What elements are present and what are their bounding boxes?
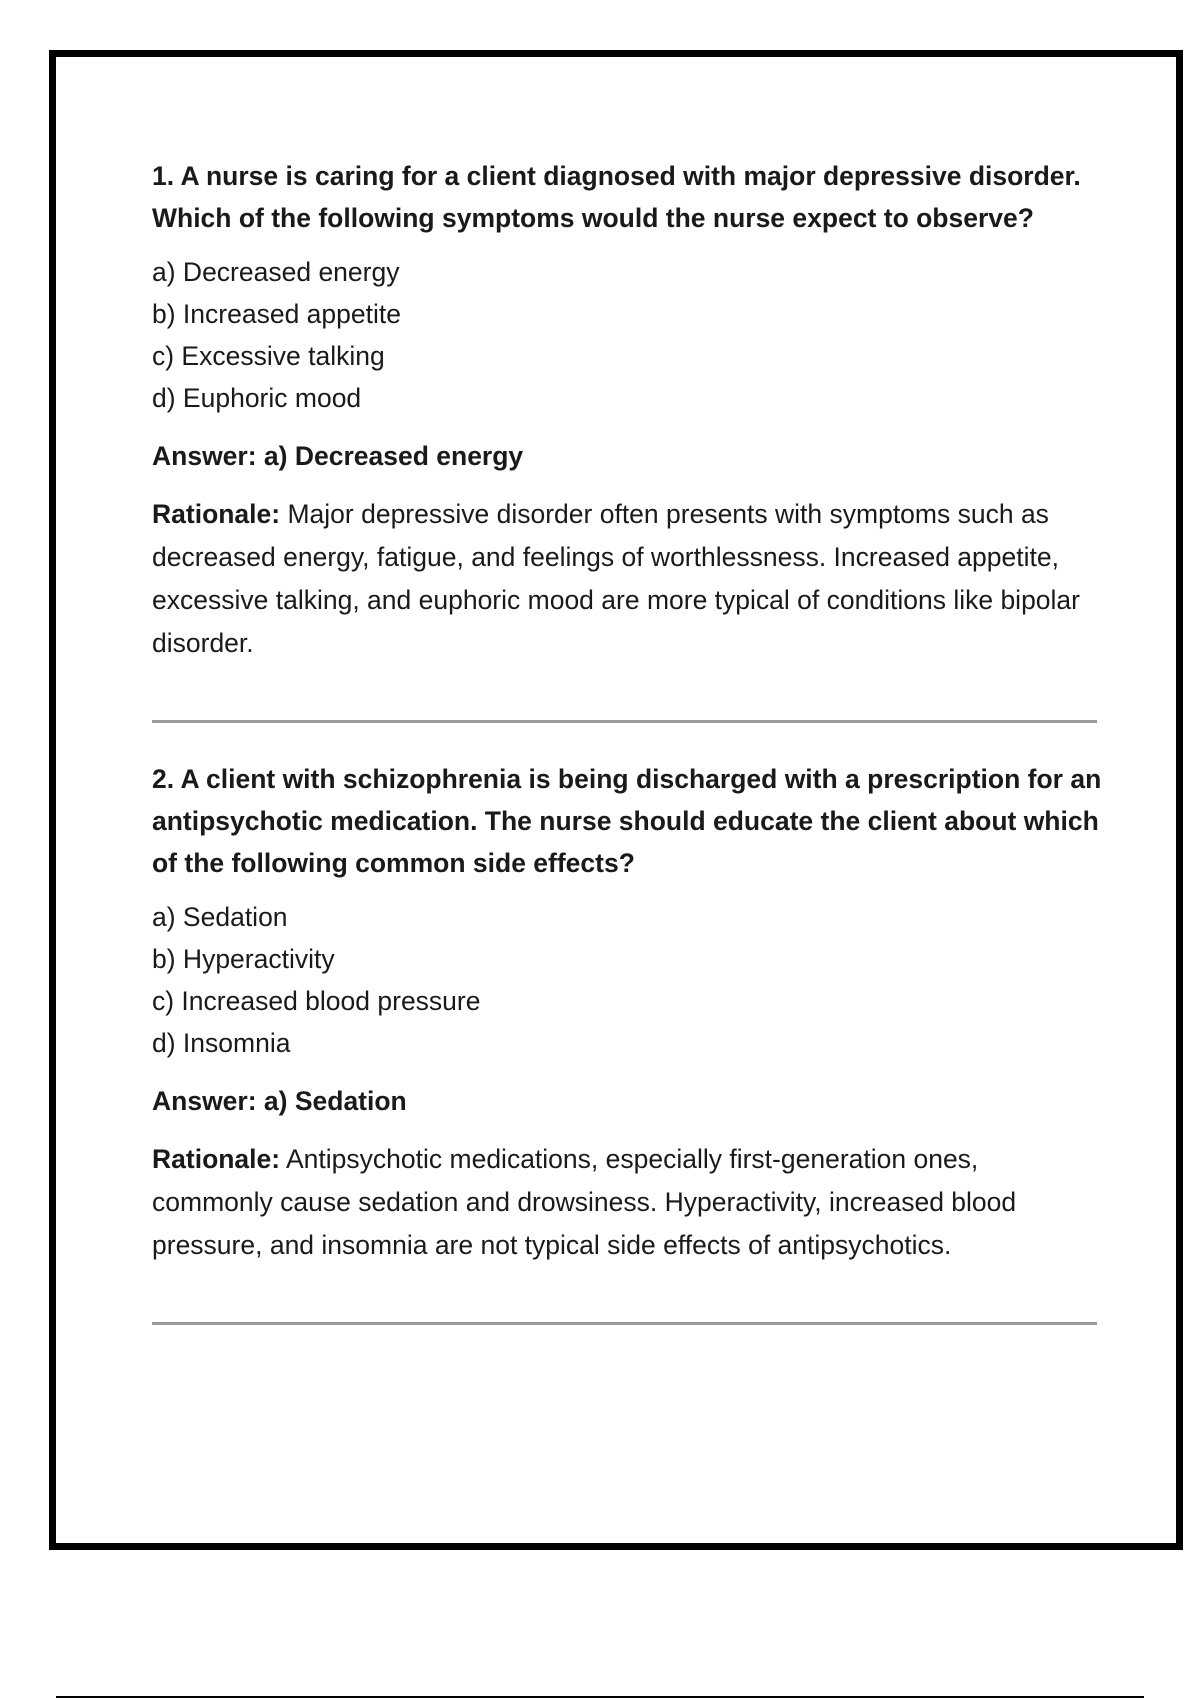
answer: Answer: a) Decreased energy: [152, 441, 524, 471]
question-text: 2. A client with schizophrenia is being discharged with a prescription for an antipsychotic medication. The nurse should educate the client about which of the following common side effects?: [152, 764, 1102, 878]
option-list: [152, 251, 1102, 419]
rationale-label: Rationale:: [152, 499, 281, 529]
option-a: a) Sedation: [152, 902, 288, 932]
option-a: a) Decreased energy: [152, 257, 400, 287]
question-block-1: [152, 155, 1102, 665]
answer: Answer: a) Sedation: [152, 1086, 407, 1116]
bottom-rule: [56, 1696, 1144, 1698]
option-b: b) Hyperactivity: [152, 944, 335, 974]
option-d: d) Insomnia: [152, 1028, 291, 1058]
section-divider: [152, 1322, 1097, 1325]
rationale-text: Antipsychotic medications, especially first-generation ones, commonly cause sedation and drowsiness. Hyperactivity, increased blood pressure, and insomnia are not typical side effects of antipsychotics.: [152, 1144, 1017, 1260]
option-d: d) Euphoric mood: [152, 383, 362, 413]
option-c: c) Increased blood pressure: [152, 986, 481, 1016]
option-list: [152, 896, 1102, 1064]
section-divider: [152, 720, 1097, 723]
rationale-label: Rationale:: [152, 1144, 281, 1174]
question-text: 1. A nurse is caring for a client diagnosed with major depressive disorder. Which of the following symptoms would the nurse expect to observe?: [152, 161, 1081, 233]
rationale: [152, 1138, 1102, 1267]
rationale: [152, 493, 1102, 665]
page-frame: [49, 50, 1183, 1550]
option-b: b) Increased appetite: [152, 299, 401, 329]
question-block-2: [152, 758, 1102, 1267]
quiz-content: [152, 155, 1102, 1325]
option-c: c) Excessive talking: [152, 341, 385, 371]
rationale-text: Major depressive disorder often presents with symptoms such as decreased energy, fatigue, and feelings of worthlessness. Increased appetite, excessive talking, and euphoric mood are more typical of conditions like bipolar disorder.: [152, 499, 1080, 658]
